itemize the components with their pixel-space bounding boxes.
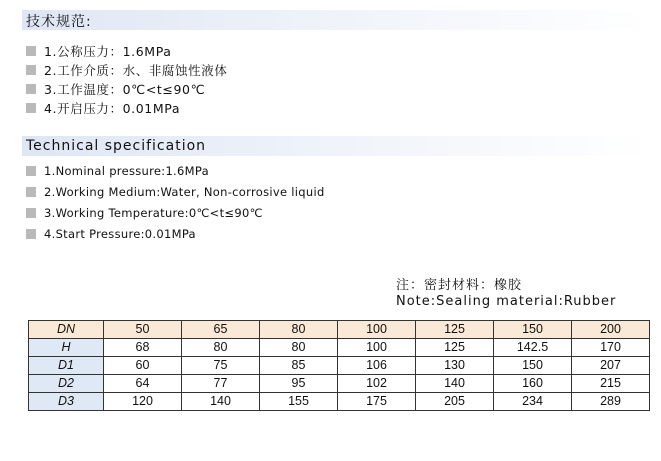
cn-spec-item-text: 4.开启压力：0.01MPa <box>44 100 181 116</box>
row-label: D1 <box>29 357 104 375</box>
table-cell: 170 <box>572 339 650 357</box>
table-cell: 130 <box>416 357 494 375</box>
en-spec-item-text: 2.Working Medium:Water, Non-corrosive liquid <box>44 184 325 199</box>
table-cell: 102 <box>338 375 416 393</box>
table-cell: 155 <box>260 393 338 411</box>
table-cell: 150 <box>494 357 572 375</box>
square-bullet-icon <box>26 65 36 75</box>
en-spec-item <box>26 160 325 181</box>
row-label: D2 <box>29 375 104 393</box>
table-cell: 100 <box>338 339 416 357</box>
row-label: D3 <box>29 393 104 411</box>
table-row-h <box>29 339 650 357</box>
square-bullet-icon <box>26 103 36 113</box>
table-row-d1 <box>29 357 650 375</box>
table-cell: 64 <box>104 375 182 393</box>
table-cell: 80 <box>182 339 260 357</box>
en-spec-item-text: 3.Working Temperature:0℃<t≤90℃ <box>44 205 263 220</box>
table-cell: 106 <box>338 357 416 375</box>
table-cell: 75 <box>182 357 260 375</box>
cn-spec-item <box>26 79 227 98</box>
table-cell: 65 <box>182 321 260 339</box>
en-section-title: Technical specification <box>26 138 207 154</box>
note-cn: 注：密封材料：橡胶 <box>396 278 523 293</box>
table-cell: 60 <box>104 357 182 375</box>
cn-spec-item-text: 1.公称压力：1.6MPa <box>44 43 172 59</box>
table-cell: 289 <box>572 393 650 411</box>
table-row-dn <box>29 321 650 339</box>
table-cell: 125 <box>416 339 494 357</box>
table-cell: 50 <box>104 321 182 339</box>
table-cell: 95 <box>260 375 338 393</box>
table-cell: 160 <box>494 375 572 393</box>
table-cell: 142.5 <box>494 339 572 357</box>
table-cell: 68 <box>104 339 182 357</box>
en-spec-item <box>26 223 325 244</box>
table-cell: 80 <box>260 339 338 357</box>
table-cell: 207 <box>572 357 650 375</box>
square-bullet-icon <box>26 166 36 176</box>
table-cell: 80 <box>260 321 338 339</box>
square-bullet-icon <box>26 84 36 94</box>
table-row-d3 <box>29 393 650 411</box>
cn-section-header-bar <box>22 10 650 30</box>
cn-spec-item-text: 2.工作介质：水、非腐蚀性液体 <box>44 62 228 78</box>
en-spec-item <box>26 181 325 202</box>
cn-spec-item <box>26 41 227 60</box>
table-cell: 140 <box>416 375 494 393</box>
cn-spec-list <box>26 41 227 117</box>
table-cell: 140 <box>182 393 260 411</box>
dimension-table <box>28 320 650 411</box>
cn-spec-item <box>26 60 227 79</box>
table-cell: 120 <box>104 393 182 411</box>
table-cell: 215 <box>572 375 650 393</box>
row-label: DN <box>29 321 104 339</box>
table-cell: 234 <box>494 393 572 411</box>
table-cell: 85 <box>260 357 338 375</box>
cn-spec-item <box>26 98 227 117</box>
table-cell: 150 <box>494 321 572 339</box>
table-cell: 100 <box>338 321 416 339</box>
en-spec-item <box>26 202 325 223</box>
square-bullet-icon <box>26 208 36 218</box>
en-spec-item-text: 1.Nominal pressure:1.6MPa <box>44 163 209 178</box>
square-bullet-icon <box>26 187 36 197</box>
square-bullet-icon <box>26 46 36 56</box>
table-cell: 175 <box>338 393 416 411</box>
square-bullet-icon <box>26 229 36 239</box>
note-en: Note:Sealing material:Rubber <box>396 294 617 309</box>
en-spec-item-text: 4.Start Pressure:0.01MPa <box>44 226 196 241</box>
table-cell: 200 <box>572 321 650 339</box>
table-cell: 77 <box>182 375 260 393</box>
en-spec-list <box>26 160 325 244</box>
row-label: H <box>29 339 104 357</box>
cn-spec-item-text: 3.工作温度：0℃<t≤90℃ <box>44 81 206 97</box>
table-row-d2 <box>29 375 650 393</box>
table-cell: 125 <box>416 321 494 339</box>
table-cell: 205 <box>416 393 494 411</box>
cn-section-title: 技术规范: <box>26 14 92 30</box>
